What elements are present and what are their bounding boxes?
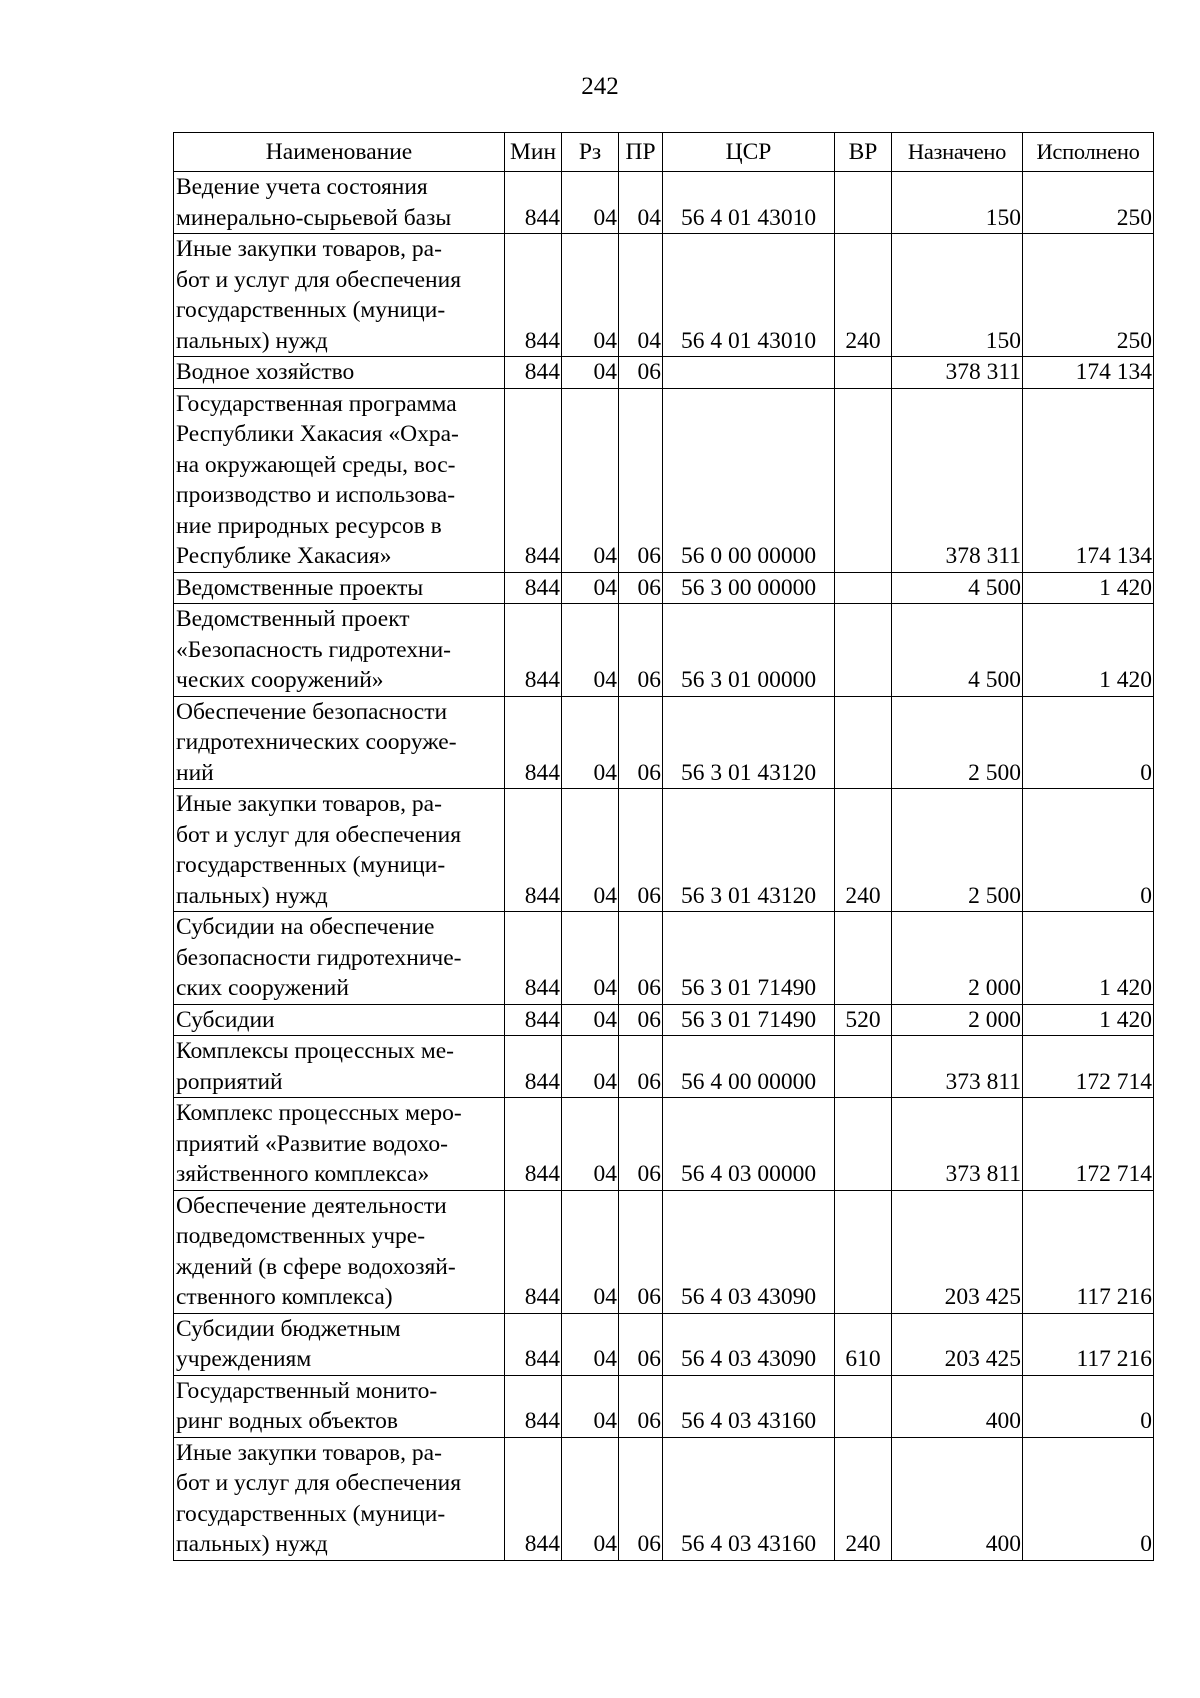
cell-rz: 04	[562, 789, 619, 912]
cell-name-line: Обеспечение безопасности	[176, 698, 448, 725]
cell-name	[174, 572, 505, 604]
cell-csr: 56 4 01 43010	[663, 172, 835, 234]
cell-min: 844	[505, 696, 562, 789]
cell-name-line: ственного комплекса)	[176, 1284, 393, 1310]
cell-name-line: бот и услуг для обеспечения	[176, 266, 462, 293]
cell-csr: 56 4 01 43010	[663, 234, 835, 357]
cell-name	[174, 172, 505, 234]
cell-name	[174, 1036, 505, 1098]
cell-assigned: 2 000	[892, 912, 1023, 1005]
cell-name-line: Субсидии бюджетным	[176, 1315, 401, 1342]
cell-name-line: Субсидии на обеспечение	[176, 914, 435, 940]
cell-pr: 06	[619, 1036, 663, 1098]
cell-name-line: безопасности гидротехниче-	[176, 944, 462, 971]
cell-rz: 04	[562, 572, 619, 604]
cell-pr: 06	[619, 1098, 663, 1191]
cell-name	[174, 1313, 505, 1375]
cell-min: 844	[505, 1036, 562, 1098]
cell-vr	[835, 357, 892, 389]
page-number: 242	[581, 73, 619, 100]
cell-name-line: Водное хозяйство	[176, 359, 355, 385]
cell-executed: 172 714	[1023, 1098, 1154, 1191]
cell-rz: 04	[562, 388, 619, 572]
cell-min: 844	[505, 789, 562, 912]
cell-vr	[835, 1036, 892, 1098]
cell-min: 844	[505, 1190, 562, 1313]
cell-name	[174, 604, 505, 697]
cell-assigned: 4 500	[892, 572, 1023, 604]
table-row	[174, 172, 1154, 234]
cell-name-line: бот и услуг для обеспечения	[176, 1470, 462, 1496]
cell-assigned: 378 311	[892, 388, 1023, 572]
cell-pr: 04	[619, 172, 663, 234]
cell-rz: 04	[562, 912, 619, 1005]
cell-name-line: Обеспечение деятельности	[176, 1192, 447, 1219]
cell-name-line: подведомственных учре-	[176, 1223, 426, 1249]
cell-min: 844	[505, 1004, 562, 1036]
cell-assigned: 400	[892, 1437, 1023, 1560]
cell-vr: 610	[835, 1313, 892, 1375]
cell-vr	[835, 912, 892, 1005]
cell-min: 844	[505, 1098, 562, 1191]
cell-csr: 56 4 03 43160	[663, 1437, 835, 1560]
cell-vr	[835, 1098, 892, 1191]
cell-name-line: Государственная программа	[176, 390, 457, 417]
cell-rz: 04	[562, 604, 619, 697]
cell-name-line: гидротехнических сооруже-	[176, 729, 457, 755]
table-header	[174, 133, 1154, 172]
cell-executed: 1 420	[1023, 912, 1154, 1005]
cell-name-line: минерально-сырьевой базы	[176, 204, 452, 231]
table-row	[174, 1190, 1154, 1313]
cell-rz: 04	[562, 696, 619, 789]
cell-name-line: учреждениям	[176, 1346, 312, 1372]
cell-pr: 06	[619, 1437, 663, 1560]
cell-csr: 56 0 00 00000	[663, 388, 835, 572]
cell-min: 844	[505, 1375, 562, 1437]
header-name: Наименование	[174, 133, 505, 172]
table-row	[174, 1313, 1154, 1375]
header-row	[174, 133, 1154, 172]
cell-vr	[835, 1190, 892, 1313]
cell-pr: 06	[619, 696, 663, 789]
cell-rz: 04	[562, 1313, 619, 1375]
cell-name-line: ний	[176, 759, 214, 786]
cell-csr: 56 3 00 00000	[663, 572, 835, 604]
cell-name-line: Ведение учета состояния	[176, 174, 428, 200]
cell-name-line: Государственный монито-	[176, 1377, 438, 1404]
cell-rz: 04	[562, 1190, 619, 1313]
cell-executed: 174 134	[1023, 357, 1154, 389]
cell-min: 844	[505, 357, 562, 389]
table-row	[174, 1437, 1154, 1560]
cell-assigned: 378 311	[892, 357, 1023, 389]
cell-executed: 117 216	[1023, 1190, 1154, 1313]
cell-vr: 240	[835, 1437, 892, 1560]
cell-executed: 250	[1023, 234, 1154, 357]
cell-name	[174, 789, 505, 912]
table-row	[174, 388, 1154, 572]
cell-min: 844	[505, 912, 562, 1005]
cell-min: 844	[505, 1313, 562, 1375]
cell-pr: 06	[619, 1004, 663, 1036]
cell-min: 844	[505, 1437, 562, 1560]
cell-pr: 06	[619, 357, 663, 389]
cell-name-line: ждений (в сфере водохозяй-	[176, 1253, 456, 1280]
cell-name-line: Иные закупки товаров, ра-	[176, 1439, 442, 1466]
cell-name-line: зяйственного комплекса»	[176, 1161, 430, 1187]
header-assigned: Назначено	[892, 133, 1023, 172]
cell-name-line: на окружающей среды, вос-	[176, 451, 456, 478]
cell-executed: 172 714	[1023, 1036, 1154, 1098]
cell-csr: 56 3 01 71490	[663, 912, 835, 1005]
cell-csr: 56 4 03 43090	[663, 1190, 835, 1313]
cell-name-line: роприятий	[176, 1068, 283, 1095]
cell-name-line: Ведомственные проекты	[176, 574, 424, 601]
cell-executed: 250	[1023, 172, 1154, 234]
cell-assigned: 150	[892, 172, 1023, 234]
cell-csr: 56 4 00 00000	[663, 1036, 835, 1098]
table-row	[174, 1004, 1154, 1036]
cell-executed: 0	[1023, 696, 1154, 789]
table-row	[174, 234, 1154, 357]
cell-name-line: Комплексы процессных ме-	[176, 1038, 454, 1064]
cell-csr	[663, 357, 835, 389]
cell-name	[174, 1098, 505, 1191]
cell-csr: 56 4 03 43090	[663, 1313, 835, 1375]
cell-name-line: государственных (муници-	[176, 852, 446, 878]
cell-name	[174, 234, 505, 357]
cell-name-line: ринг водных объектов	[176, 1408, 398, 1434]
cell-executed: 117 216	[1023, 1313, 1154, 1375]
cell-vr: 240	[835, 789, 892, 912]
cell-name	[174, 388, 505, 572]
cell-pr: 06	[619, 604, 663, 697]
cell-name-line: ских сооружений	[176, 975, 349, 1001]
cell-vr	[835, 696, 892, 789]
cell-name-line: Республики Хакасия «Охра-	[176, 421, 459, 447]
cell-name-line: пальных) нужд	[176, 327, 328, 354]
header-pr: ПР	[619, 133, 663, 172]
table-row	[174, 1098, 1154, 1191]
cell-csr: 56 4 03 00000	[663, 1098, 835, 1191]
header-rz: Рз	[562, 133, 619, 172]
cell-pr: 06	[619, 572, 663, 604]
cell-csr: 56 3 01 43120	[663, 789, 835, 912]
cell-pr: 06	[619, 912, 663, 1005]
header-vr: ВР	[835, 133, 892, 172]
cell-assigned: 2 500	[892, 696, 1023, 789]
cell-name-line: пальных) нужд	[176, 882, 328, 909]
cell-vr	[835, 1375, 892, 1437]
table-body	[174, 172, 1154, 1561]
cell-name-line: пальных) нужд	[176, 1531, 328, 1557]
cell-name	[174, 912, 505, 1005]
cell-name-line: «Безопасность гидротехни-	[176, 636, 451, 663]
cell-rz: 04	[562, 1437, 619, 1560]
table-row	[174, 572, 1154, 604]
table-row	[174, 789, 1154, 912]
cell-name-line: приятий «Развитие водохо-	[176, 1130, 448, 1157]
table-row	[174, 357, 1154, 389]
cell-name	[174, 357, 505, 389]
cell-vr	[835, 388, 892, 572]
cell-pr: 06	[619, 1190, 663, 1313]
cell-rz: 04	[562, 1375, 619, 1437]
header-min: Мин	[505, 133, 562, 172]
cell-csr: 56 3 01 43120	[663, 696, 835, 789]
cell-csr: 56 3 01 71490	[663, 1004, 835, 1036]
header-executed: Исполнено	[1023, 133, 1154, 172]
cell-assigned: 2 500	[892, 789, 1023, 912]
cell-name-line: Комплекс процессных меро-	[176, 1100, 462, 1126]
cell-name-line: Иные закупки товаров, ра-	[176, 791, 442, 817]
table-row	[174, 604, 1154, 697]
cell-name-line: ческих сооружений»	[176, 667, 384, 693]
cell-name-line: Иные закупки товаров, ра-	[176, 236, 442, 262]
cell-assigned: 150	[892, 234, 1023, 357]
cell-vr: 520	[835, 1004, 892, 1036]
cell-pr: 06	[619, 789, 663, 912]
cell-assigned: 203 425	[892, 1190, 1023, 1313]
cell-pr: 04	[619, 234, 663, 357]
cell-pr: 06	[619, 1375, 663, 1437]
cell-vr	[835, 172, 892, 234]
cell-pr: 06	[619, 1313, 663, 1375]
cell-vr	[835, 572, 892, 604]
cell-assigned: 373 811	[892, 1098, 1023, 1191]
cell-assigned: 400	[892, 1375, 1023, 1437]
cell-csr: 56 3 01 00000	[663, 604, 835, 697]
table-row	[174, 912, 1154, 1005]
cell-name	[174, 1375, 505, 1437]
cell-vr: 240	[835, 234, 892, 357]
cell-name-line: бот и услуг для обеспечения	[176, 821, 462, 848]
cell-csr: 56 4 03 43160	[663, 1375, 835, 1437]
cell-rz: 04	[562, 1098, 619, 1191]
cell-executed: 1 420	[1023, 604, 1154, 697]
cell-executed: 1 420	[1023, 572, 1154, 604]
cell-min: 844	[505, 234, 562, 357]
cell-vr	[835, 604, 892, 697]
cell-min: 844	[505, 572, 562, 604]
cell-name-line: производство и использова-	[176, 482, 456, 508]
header-csr: ЦСР	[663, 133, 835, 172]
cell-assigned: 203 425	[892, 1313, 1023, 1375]
cell-name-line: Ведомственный проект	[176, 606, 410, 632]
cell-name-line: государственных (муници-	[176, 297, 446, 323]
cell-rz: 04	[562, 1004, 619, 1036]
cell-name-line: Субсидии	[176, 1006, 275, 1033]
table-row	[174, 1036, 1154, 1098]
cell-assigned: 2 000	[892, 1004, 1023, 1036]
cell-pr: 06	[619, 388, 663, 572]
cell-name-line: государственных (муници-	[176, 1500, 446, 1527]
cell-executed: 174 134	[1023, 388, 1154, 572]
cell-assigned: 373 811	[892, 1036, 1023, 1098]
cell-name-line: ние природных ресурсов в	[176, 512, 442, 539]
cell-rz: 04	[562, 1036, 619, 1098]
table-row	[174, 1375, 1154, 1437]
cell-name	[174, 696, 505, 789]
cell-name	[174, 1190, 505, 1313]
cell-executed: 1 420	[1023, 1004, 1154, 1036]
cell-min: 844	[505, 604, 562, 697]
cell-rz: 04	[562, 234, 619, 357]
cell-min: 844	[505, 172, 562, 234]
table-row	[174, 696, 1154, 789]
cell-rz: 04	[562, 172, 619, 234]
cell-min: 844	[505, 388, 562, 572]
cell-executed: 0	[1023, 1375, 1154, 1437]
cell-executed: 0	[1023, 1437, 1154, 1560]
cell-executed: 0	[1023, 789, 1154, 912]
cell-name	[174, 1004, 505, 1036]
budget-table	[173, 132, 1154, 1561]
cell-rz: 04	[562, 357, 619, 389]
cell-name-line: Республике Хакасия»	[176, 543, 392, 569]
cell-assigned: 4 500	[892, 604, 1023, 697]
cell-name	[174, 1437, 505, 1560]
